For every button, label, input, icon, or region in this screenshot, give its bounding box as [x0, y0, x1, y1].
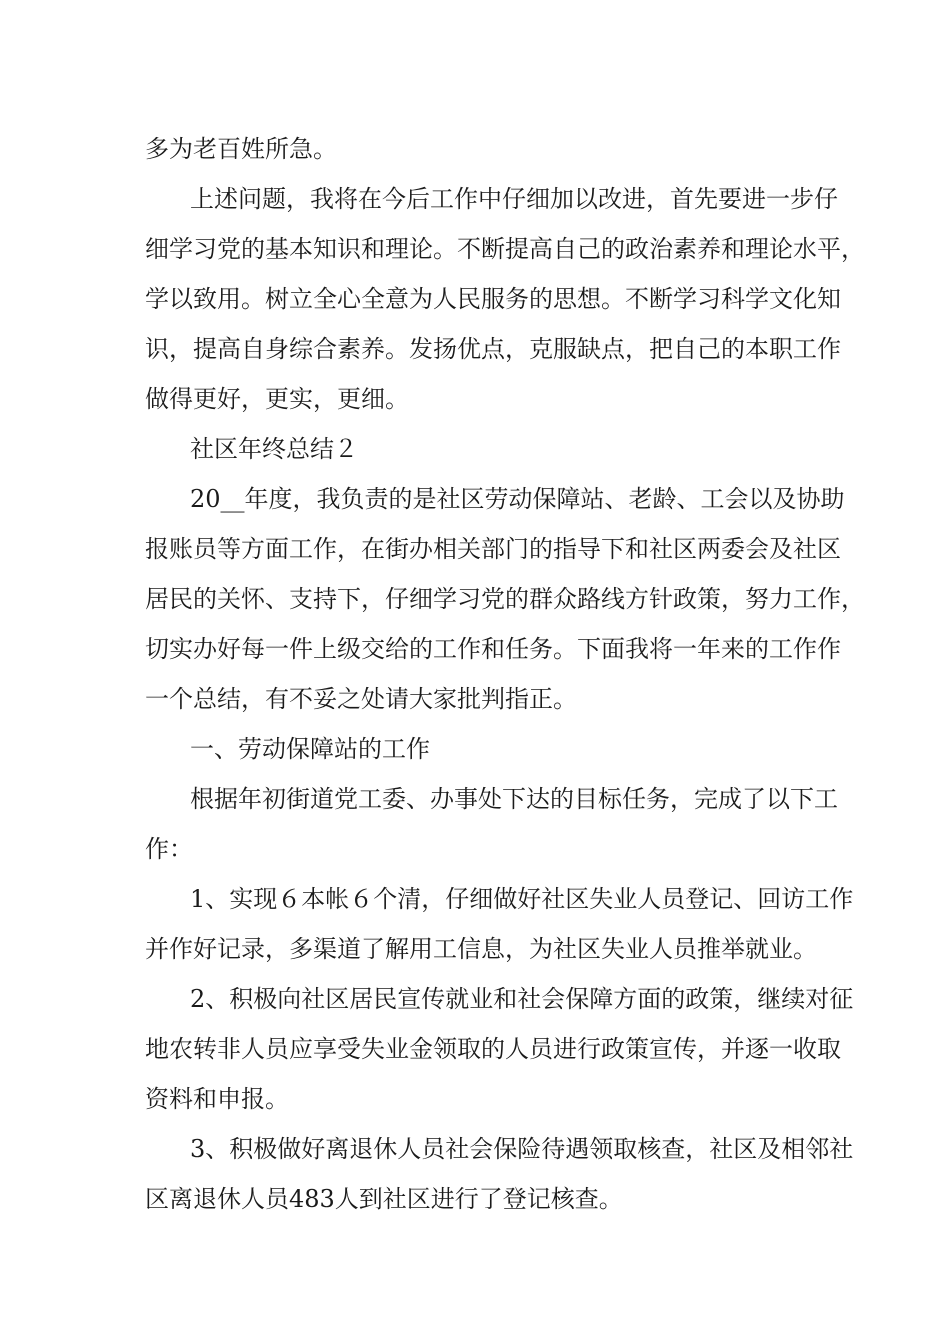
- text-line: 20__年度，我负责的是社区劳动保障站、老龄、工会以及协助: [190, 485, 845, 513]
- text-line: 资料和申报。: [145, 1085, 289, 1113]
- text-line: 报账员等方面工作，在街办相关部门的指导下和社区两委会及社区: [145, 535, 841, 563]
- text-line: 识，提高自身综合素养。发扬优点，克服缺点，把自己的本职工作: [145, 335, 841, 363]
- text-line: 切实办好每一件上级交给的工作和任务。下面我将一年来的工作作: [145, 635, 841, 663]
- text-line: 并作好记录，多渠道了解用工信息，为社区失业人员推举就业。: [145, 935, 817, 963]
- text-line: 根据年初街道党工委、办事处下达的目标任务，完成了以下工: [190, 785, 838, 813]
- text-line: 地农转非人员应享受失业金领取的人员进行政策宣传，并逐一收取: [145, 1035, 841, 1063]
- text-line: 1、实现６本帐６个清，仔细做好社区失业人员登记、回访工作: [190, 885, 854, 913]
- section-heading: 一、劳动保障站的工作: [190, 735, 430, 763]
- text-line: 上述问题，我将在今后工作中仔细加以改进，首先要进一步仔: [190, 185, 838, 213]
- text-line: 多为老百姓所急。: [145, 135, 337, 163]
- text-line: 作：: [145, 835, 193, 863]
- text-line: 细学习党的基本知识和理论。不断提高自己的政治素养和理论水平，: [145, 235, 865, 263]
- text-line: 一个总结，有不妥之处请大家批判指正。: [145, 685, 577, 713]
- text-line: 区离退休人员483人到社区进行了登记核查。: [145, 1185, 623, 1213]
- text-line: 2、积极向社区居民宣传就业和社会保障方面的政策，继续对征: [190, 985, 854, 1013]
- text-line: 3、积极做好离退休人员社会保险待遇领取核查，社区及相邻社: [190, 1135, 854, 1163]
- text-line: 学以致用。树立全心全意为人民服务的思想。不断学习科学文化知: [145, 285, 841, 313]
- text-line: 居民的关怀、支持下，仔细学习党的群众路线方针政策，努力工作，: [145, 585, 865, 613]
- section-heading: 社区年终总结２: [190, 435, 358, 463]
- text-line: 做得更好，更实，更细。: [145, 385, 409, 413]
